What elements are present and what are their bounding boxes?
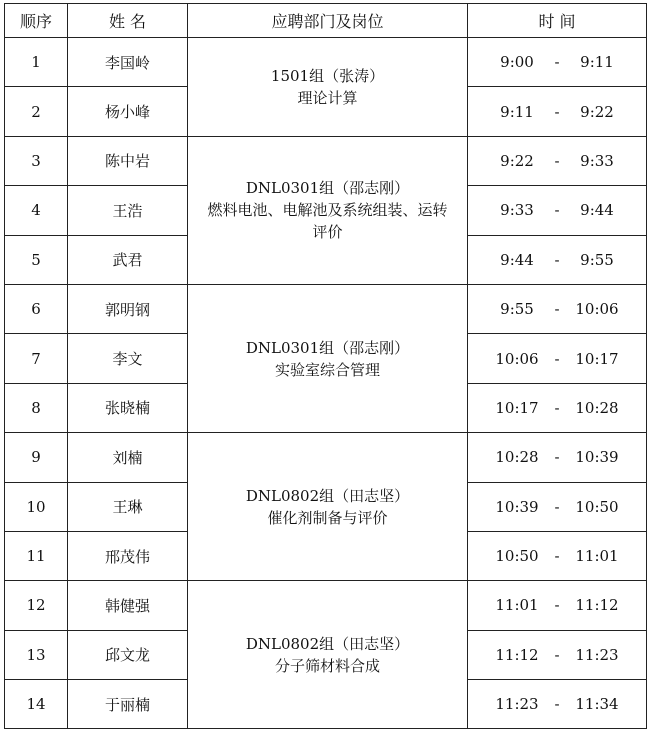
time-range [468,695,646,713]
header-dept: 应聘部门及岗位 [188,4,468,38]
time-end: 9:22 [580,102,614,121]
time-range [468,350,646,368]
time-separator: - [554,151,560,170]
time-end: 11:01 [575,547,619,566]
dept-line1: DNL0301组（邵志刚） [245,179,410,198]
time-start: 9:22 [500,151,534,170]
cell-name: 李国岭 [68,38,188,87]
time-range [468,448,646,466]
cell-name: 刘楠 [68,433,188,482]
cell-time [468,482,647,531]
cell-name: 韩健强 [68,581,188,630]
header-time: 时 间 [468,4,647,38]
cell-order: 2 [5,87,68,136]
cell-order: 12 [5,581,68,630]
time-range [468,498,646,516]
cell-name: 武君 [68,235,188,284]
cell-order: 8 [5,383,68,432]
time-end: 11:12 [575,596,619,615]
time-end: 10:17 [575,349,619,368]
cell-order: 5 [5,235,68,284]
time-end: 10:50 [575,497,619,516]
time-end: 11:23 [575,645,619,664]
cell-order: 7 [5,334,68,383]
time-separator: - [554,53,560,72]
cell-name: 杨小峰 [68,87,188,136]
cell-name: 陈中岩 [68,136,188,185]
time-separator: - [554,250,560,269]
dept-line3: 评价 [312,223,343,242]
dept-line2: 催化剂制备与评价 [267,508,388,527]
cell-dept-group [188,284,468,432]
table-row [5,284,647,333]
time-end: 10:06 [575,300,619,319]
time-range [468,251,646,269]
cell-order: 4 [5,186,68,235]
cell-time [468,433,647,482]
time-separator: - [554,695,560,714]
dept-line2: 分子筛材料合成 [274,656,380,675]
time-range [468,103,646,121]
time-start: 10:28 [495,448,539,467]
time-separator: - [554,349,560,368]
time-separator: - [554,102,560,121]
cell-time [468,630,647,679]
cell-order: 9 [5,433,68,482]
table-row [5,38,647,87]
cell-name: 邢茂伟 [68,531,188,580]
cell-time [468,38,647,87]
cell-dept-group [188,581,468,729]
cell-name: 王浩 [68,186,188,235]
cell-time [468,235,647,284]
time-start: 10:17 [495,398,539,417]
time-end: 10:39 [575,448,619,467]
time-end: 9:55 [580,250,614,269]
time-separator: - [554,398,560,417]
time-start: 10:06 [495,349,539,368]
time-range [468,596,646,614]
time-separator: - [554,448,560,467]
dept-line1: DNL0301组（邵志刚） [245,338,410,357]
time-start: 10:39 [495,497,539,516]
cell-dept-group [188,136,468,284]
cell-time [468,531,647,580]
time-start: 9:44 [500,250,534,269]
time-separator: - [554,201,560,220]
cell-order: 6 [5,284,68,333]
time-start: 9:33 [500,201,534,220]
time-end: 10:28 [575,398,619,417]
time-range [468,201,646,219]
time-range [468,300,646,318]
cell-dept-group [188,433,468,581]
cell-order: 13 [5,630,68,679]
cell-dept-group [188,38,468,137]
cell-order: 14 [5,680,68,729]
table-row [5,136,647,185]
cell-time [468,87,647,136]
time-start: 9:55 [500,300,534,319]
time-range [468,547,646,565]
cell-time [468,136,647,185]
cell-name: 郭明钢 [68,284,188,333]
cell-name: 于丽楠 [68,680,188,729]
time-start: 9:11 [500,102,534,121]
table-row [5,581,647,630]
cell-order: 11 [5,531,68,580]
dept-line2: 实验室综合管理 [274,360,380,379]
cell-order: 3 [5,136,68,185]
header-name: 姓 名 [68,4,188,38]
time-start: 11:12 [495,645,539,664]
time-end: 9:11 [580,53,614,72]
dept-line1: DNL0802组（田志坚） [245,634,410,653]
cell-time [468,383,647,432]
time-end: 11:34 [575,695,619,714]
dept-line1: 1501组（张涛） [270,66,385,85]
cell-time [468,186,647,235]
time-start: 11:01 [495,596,539,615]
time-separator: - [554,645,560,664]
time-start: 9:00 [500,53,534,72]
time-end: 9:33 [580,151,614,170]
table-header-row [5,4,647,38]
cell-name: 李文 [68,334,188,383]
cell-time [468,680,647,729]
time-range [468,53,646,71]
time-end: 9:44 [580,201,614,220]
cell-time [468,581,647,630]
time-start: 10:50 [495,547,539,566]
cell-order: 1 [5,38,68,87]
time-separator: - [554,596,560,615]
time-range [468,646,646,664]
dept-line2: 理论计算 [297,88,358,107]
cell-time [468,284,647,333]
header-order: 顺序 [5,4,68,38]
time-start: 11:23 [495,695,539,714]
dept-line1: DNL0802组（田志坚） [245,486,410,505]
cell-order: 10 [5,482,68,531]
interview-schedule-table [4,3,647,729]
time-range [468,399,646,417]
time-separator: - [554,547,560,566]
dept-line2: 燃料电池、电解池及系统组装、运转 [207,201,448,220]
cell-name: 张晓楠 [68,383,188,432]
cell-time [468,334,647,383]
time-separator: - [554,497,560,516]
cell-name: 邱文龙 [68,630,188,679]
time-separator: - [554,300,560,319]
cell-name: 王琳 [68,482,188,531]
time-range [468,152,646,170]
table-row [5,433,647,482]
